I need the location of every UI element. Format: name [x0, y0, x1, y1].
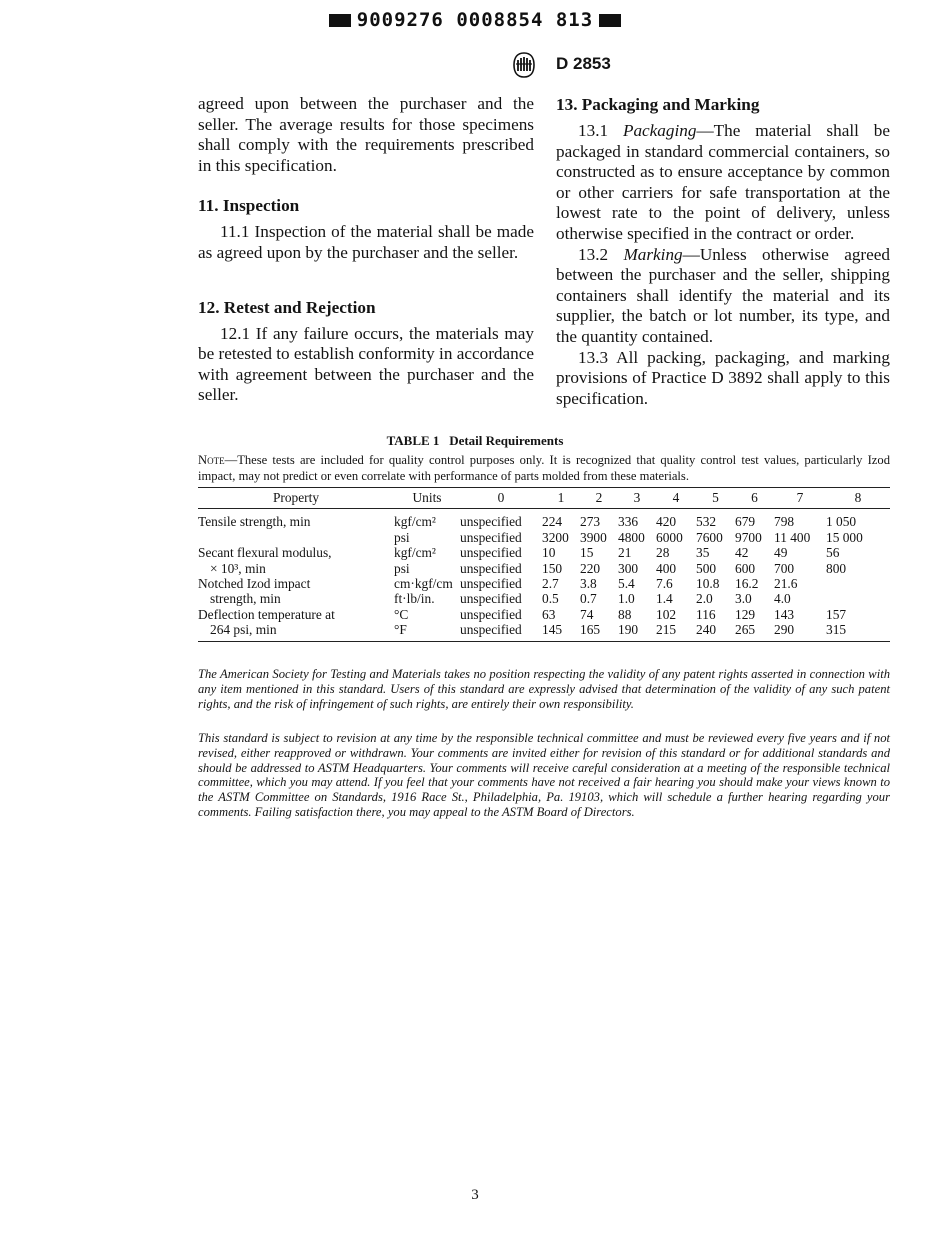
value-cell: 400 — [656, 560, 677, 576]
column-header: 3 — [618, 488, 656, 509]
value-cell: 56 — [826, 545, 840, 561]
value-cell: 500 — [696, 560, 717, 576]
value-cell: 42 — [735, 545, 749, 561]
value-cell: 600 — [735, 560, 756, 576]
value-cell: 2.7 — [542, 576, 559, 592]
units-cell: °C — [394, 606, 409, 622]
value-cell: 1 050 — [826, 514, 857, 530]
value-cell: unspecified — [460, 606, 522, 622]
table-row — [198, 576, 890, 591]
value-cell: 420 — [656, 514, 677, 530]
patent-disclaimer: The American Society for Testing and Materials takes no position respecting the validity of any patent rights asserted in connection with any item mentioned in this standard. Users of this standard are expressly advised that determination of the validity of any such patent rights, and the risk of infringement of such rights, are entirely their own responsibility. — [198, 667, 890, 711]
table-row — [198, 607, 890, 622]
column-header: 7 — [774, 488, 826, 509]
property-cell: Notched Izod impact — [198, 576, 311, 592]
value-cell: 35 — [696, 545, 710, 561]
section-13-1-paragraph — [556, 121, 890, 245]
value-cell: 798 — [774, 514, 795, 530]
value-cell: 63 — [542, 606, 556, 622]
value-cell: 49 — [774, 545, 788, 561]
continuation-paragraph: agreed upon between the purchaser and the seller. The average results for those specimens shall comply with the requirements prescribed in this specification. — [198, 94, 534, 175]
value-cell: 3200 — [542, 529, 569, 545]
value-cell: 7.6 — [656, 576, 673, 592]
left-column — [198, 94, 534, 406]
table-row — [198, 622, 890, 641]
column-header: Units — [394, 488, 460, 509]
marking-term: Marking — [623, 244, 683, 264]
value-cell: 240 — [696, 622, 735, 641]
value-cell: 1.0 — [618, 591, 635, 607]
value-cell: 10.8 — [696, 576, 720, 592]
value-cell: 315 — [826, 622, 890, 641]
value-cell: unspecified — [460, 545, 522, 561]
right-column — [556, 94, 890, 409]
value-cell: 7600 — [696, 529, 723, 545]
value-cell: 4.0 — [774, 591, 791, 607]
value-cell: 5.4 — [618, 576, 635, 592]
property-cell: strength, min — [210, 591, 281, 607]
table-row — [198, 509, 890, 530]
value-cell: 700 — [774, 560, 795, 576]
table-caption — [0, 433, 950, 449]
column-header: Property — [198, 488, 394, 509]
document-barcode — [0, 9, 950, 31]
table-row — [198, 530, 890, 545]
units-cell: °F — [394, 622, 460, 641]
column-header: 6 — [735, 488, 774, 509]
value-cell: 190 — [618, 622, 656, 641]
value-cell — [826, 591, 890, 606]
value-cell: 129 — [735, 606, 756, 622]
section-13-3-paragraph: 13.3 All packing, packaging, and marking provisions of Practice D 3892 shall apply to this specification. — [556, 347, 890, 408]
table-note-text: —These tests are included for quality control purposes only. It is recognized that quality control test values, particularly Izod impact, may not predict or even correlate with performance of parts molded from these materials. — [198, 453, 890, 483]
standard-designation: D 2853 — [556, 54, 611, 73]
detail-requirements-table — [198, 487, 890, 642]
value-cell: unspecified — [460, 576, 522, 592]
units-cell: psi — [394, 560, 410, 576]
value-cell: 800 — [826, 560, 847, 576]
property-cell: 264 psi, min — [198, 622, 394, 641]
value-cell: 215 — [656, 622, 696, 641]
value-cell: 143 — [774, 606, 795, 622]
value-cell: 15 000 — [826, 529, 863, 545]
value-cell: 3.8 — [580, 576, 597, 592]
value-cell: 21 — [618, 545, 632, 561]
value-cell: 532 — [696, 514, 717, 530]
value-cell: 290 — [774, 622, 826, 641]
barcode-block-right — [599, 14, 621, 27]
value-cell: 74 — [580, 606, 594, 622]
value-cell: 265 — [735, 622, 774, 641]
value-cell: 336 — [618, 514, 639, 530]
section-13-2-text: —Unless otherwise agreed between the purchaser and the seller, shipping containers shall identify the material and its supplier, the batch or lot number, its type, and the quantity contained. — [556, 244, 890, 346]
value-cell: unspecified — [460, 622, 542, 641]
property-cell: × 10³, min — [210, 560, 266, 576]
property-cell: Secant flexural modulus, — [198, 545, 332, 561]
value-cell: 165 — [580, 622, 618, 641]
value-cell: 116 — [696, 606, 716, 622]
section-12-1-paragraph: 12.1 If any failure occurs, the materials may be retested to establish conformity in accordance with agreement between the purchaser and the seller. — [198, 323, 534, 405]
value-cell: unspecified — [460, 514, 522, 530]
value-cell: 3.0 — [735, 591, 752, 607]
units-cell: psi — [394, 529, 410, 545]
page-number: 3 — [471, 1187, 479, 1203]
value-cell: 0.7 — [580, 591, 597, 607]
value-cell: 679 — [735, 514, 756, 530]
column-header: 5 — [696, 488, 735, 509]
value-cell: 1.4 — [656, 591, 673, 607]
value-cell: 28 — [656, 545, 670, 561]
value-cell: 220 — [580, 560, 601, 576]
astm-logo-icon — [512, 52, 536, 78]
value-cell: 15 — [580, 545, 594, 561]
section-11-heading: 11. Inspection — [198, 196, 300, 216]
value-cell: 16.2 — [735, 576, 759, 592]
table-row — [198, 545, 890, 560]
barcode-number-1: 9009276 — [356, 9, 444, 31]
packaging-term: Packaging — [622, 121, 697, 140]
value-cell: 3900 — [580, 529, 607, 545]
section-13-heading: 13. Packaging and Marking — [556, 95, 760, 114]
table-note — [198, 453, 890, 484]
column-header: 1 — [542, 488, 580, 509]
units-cell: cm·kgf/cm — [394, 576, 453, 592]
section-13-2-number: 13.2 — [578, 244, 609, 264]
value-cell: 88 — [618, 606, 632, 622]
value-cell: unspecified — [460, 529, 522, 545]
property-cell — [198, 530, 394, 545]
column-header: 0 — [460, 488, 542, 509]
column-header: 4 — [656, 488, 696, 509]
value-cell — [826, 576, 890, 591]
section-13-1-text: —The material shall be packaged in standard commercial containers, so constructed as to ensure acceptance by common or other carriers for safe transportation at the lowest rate to the point of delivery, unless otherwise specified in the contract or order. — [556, 121, 890, 243]
table-header-row — [198, 488, 890, 509]
value-cell: unspecified — [460, 591, 522, 607]
barcode-number-2: 0008854 — [456, 9, 544, 31]
column-header: 8 — [826, 488, 890, 509]
table-row — [198, 591, 890, 606]
table-note-label: Note — [198, 453, 225, 467]
property-cell: Deflection temperature at — [198, 606, 335, 622]
revision-notice: This standard is subject to revision at any time by the responsible technical committee and must be reviewed every five years and if not revised, either reapproved or withdrawn. Your comments are invited either for revision of this standard or for additional standards and should be addressed to ASTM Headquarters. Your comments will receive careful consideration at a meeting of the responsible technical committee, which you may attend. If you feel that your comments have not received a fair hearing you should make your views known to the ASTM Committee on Standards, 1916 Race St., Philadelphia, Pa. 19103, which will schedule a further hearing regarding your comments. Failing satisfaction there, you may appeal to the ASTM Board of Directors. — [198, 731, 890, 819]
value-cell: 4800 — [618, 529, 645, 545]
value-cell: 300 — [618, 560, 639, 576]
section-13-1-number: 13.1 — [578, 121, 609, 140]
value-cell: 273 — [580, 514, 601, 530]
units-cell: kgf/cm² — [394, 545, 436, 561]
value-cell: 2.0 — [696, 591, 713, 607]
value-cell: 150 — [542, 560, 563, 576]
units-cell: kgf/cm² — [394, 514, 436, 530]
value-cell: unspecified — [460, 560, 522, 576]
value-cell: 224 — [542, 514, 563, 530]
column-header: 2 — [580, 488, 618, 509]
value-cell: 157 — [826, 606, 847, 622]
section-12-heading: 12. Retest and Rejection — [198, 297, 376, 317]
value-cell: 6000 — [656, 529, 683, 545]
table-number: TABLE 1 — [386, 433, 440, 448]
section-13-2-paragraph — [556, 245, 890, 348]
value-cell: 10 — [542, 545, 556, 561]
table-title: Detail Requirements — [449, 433, 564, 448]
barcode-block-left — [329, 14, 351, 27]
value-cell: 102 — [656, 606, 677, 622]
table-row — [198, 561, 890, 576]
value-cell: 9700 — [735, 529, 762, 545]
value-cell: 145 — [542, 622, 580, 641]
value-cell: 11 400 — [774, 529, 811, 545]
barcode-number-3: 813 — [555, 9, 594, 31]
value-cell: 0.5 — [542, 591, 559, 607]
units-cell: ft·lb/in. — [394, 591, 435, 607]
section-11-1-paragraph: 11.1 Inspection of the material shall be made as agreed upon by the purchaser and the seller. — [198, 222, 534, 262]
value-cell: 21.6 — [774, 576, 798, 592]
property-cell: Tensile strength, min — [198, 514, 311, 530]
